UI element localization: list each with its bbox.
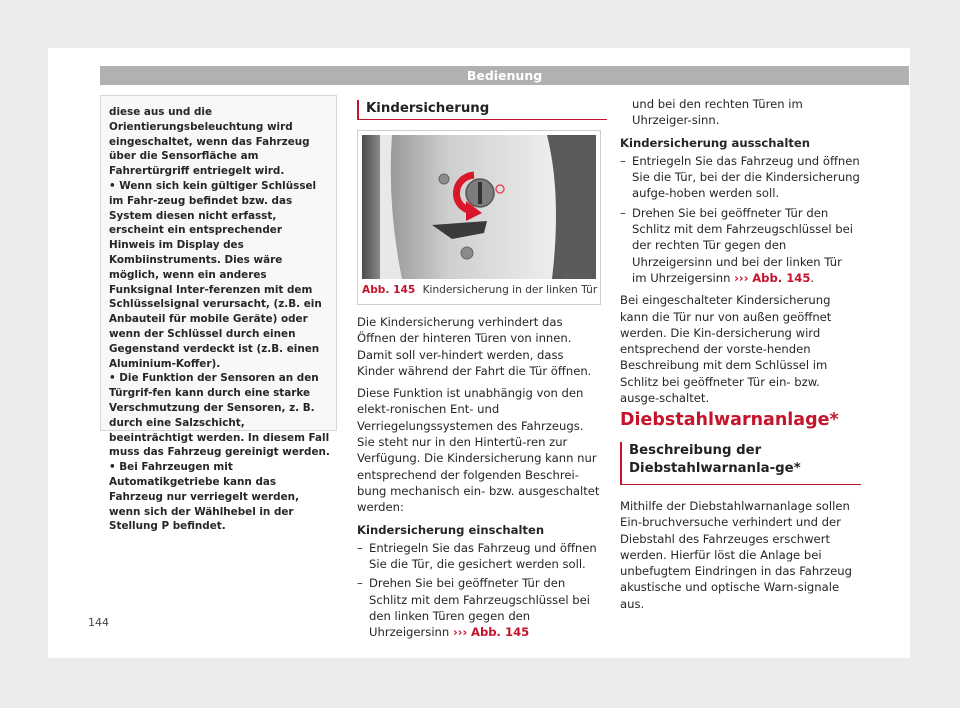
middle-column-text: [357, 314, 603, 641]
chapter-title-diebstahlwarnanlage: Diebstahlwarnanlage*: [620, 410, 839, 430]
step-einschalten-2-continued: und bei den rechten Türen im Uhrzeiger-sinn.: [632, 97, 803, 128]
warning-bullet: • Bei Fahrzeugen mit Automatikgetriebe kann das Fahrzeug nur verriegelt werden, wenn sich der Wählhebel in der Stellung P befindet.: [109, 460, 330, 534]
figure-abb-145: [357, 130, 601, 305]
note-paragraph: Bei eingeschalteter Kindersicherung kann die Tür nur von außen geöffnet werden. Die Kin-dersicherung wird entsprechend der vorste-henden Beschreibung mit dem Schlüssel im Schlitz bei geöffneter Tür ein- bzw. ausge-schaltet.: [620, 293, 832, 406]
door-frame: [362, 135, 380, 279]
section-title-kindersicherung: Kindersicherung: [357, 100, 607, 120]
figure-reference-link[interactable]: Abb. 145: [470, 625, 530, 640]
figure-caption-text: Kindersicherung in der linken Tür: [422, 284, 598, 296]
step-ausschalten-1: – Entriegeln Sie das Fahrzeug und öffnen Sie die Tür, bei der die Kindersicherung aufge-hoben werden soll.: [620, 153, 860, 202]
body-paragraph: Diese Funktion ist unabhängig von den elekt-ronischen Ent- und Verriegelungssystemen des Fahrzeugs. Sie steht nur in den Hintertü-ren zur Verfügung. Die Kindersicherung kann nur entsprechend der folgenden Beschrei-bung mechanisch ein- bzw. ausgeschaltet werden:: [357, 386, 600, 515]
section-title-beschreibung: Beschreibung der Diebstahlwarnanla-ge*: [620, 442, 861, 485]
warning-bullet: • Die Funktion der Sensoren an den Türgrif-fen kann durch eine starke Verschmutzung der Sensoren, z. B. durch eine Salzschicht, beeinträchtigt werden. In diesem Fall muss das Fahrzeug gereinigt werden.: [109, 371, 330, 460]
figure-caption: [362, 283, 597, 297]
section-header: Bedienung: [100, 66, 909, 85]
heading-ausschalten: Kindersicherung ausschalten: [620, 135, 810, 150]
page-number: 144: [88, 616, 109, 629]
step-einschalten-1: – Entriegeln Sie das Fahrzeug und öffnen Sie die Tür, die gesichert werden soll.: [357, 540, 603, 573]
manual-page: [48, 48, 910, 658]
heading-einschalten: Kindersicherung einschalten: [357, 522, 545, 537]
warning-box: [100, 95, 337, 533]
figure-label: Abb. 145: [362, 284, 416, 296]
warning-bullet: • Wenn sich kein gültiger Schlüssel im Fahr-zeug befindet bzw. das System diesen nicht erfasst, erscheint ein entsprechender Hinweis im Display des Kombiinstruments. Dies wäre möglich, wenn ein anderes Funksignal Inter-ferenzen mit dem Schlüsselsignal verursacht, (z.B. ein Anbauteil für mobile Geräte) oder wenn der Schlüssel durch einen Gegenstand verdeckt ist (z.B. einen Aluminium-Koffer).: [109, 179, 330, 371]
step-einschalten-2: – Drehen Sie bei geöffneter Tür den Schlitz mit dem Fahrzeugschlüssel bei den linken Türen gegen den Uhrzeigersinn ››› Abb. 145: [357, 575, 603, 640]
child-lock-illustration: [362, 135, 596, 279]
ref-arrow: ›››: [734, 270, 749, 285]
step-ausschalten-2: – Drehen Sie bei geöffneter Tür den Schlitz mit dem Fahrzeugschlüssel bei der rechten Tür gegen den Uhrzeigersinn und bei der linken Tür im Uhrzeigersinn ››› Abb. 145.: [620, 205, 860, 286]
intro-paragraph: Die Kindersicherung verhindert das Öffnen der hinteren Türen von innen. Damit soll ver-hindert werden, dass Kinder während der Fahrt die Tür öffnen.: [357, 315, 592, 378]
figure-reference-link[interactable]: Abb. 145: [752, 270, 811, 285]
warning-paragraph: diese aus und die Orientierungsbeleuchtung wird eingeschaltet, wenn das Fahrzeug über die Sensorfläche am Fahrertürgriff entriegelt wird.: [109, 106, 310, 178]
ref-arrow: ›››: [452, 625, 468, 640]
diebstahl-paragraph: Mithilfe der Diebstahlwarnanlage sollen Ein-bruchversuche verhindert und der Diebstahl des Fahrzeuges erschwert werden. Hierfür löst die Anlage bei unbefugtem Eindringen in das Fahrzeug akustische und optische Warn-signale aus.: [620, 499, 852, 611]
right-column-text: [620, 96, 860, 406]
diebstahl-text-block: [620, 498, 860, 612]
image-code: B6J-0338: [566, 273, 591, 279]
